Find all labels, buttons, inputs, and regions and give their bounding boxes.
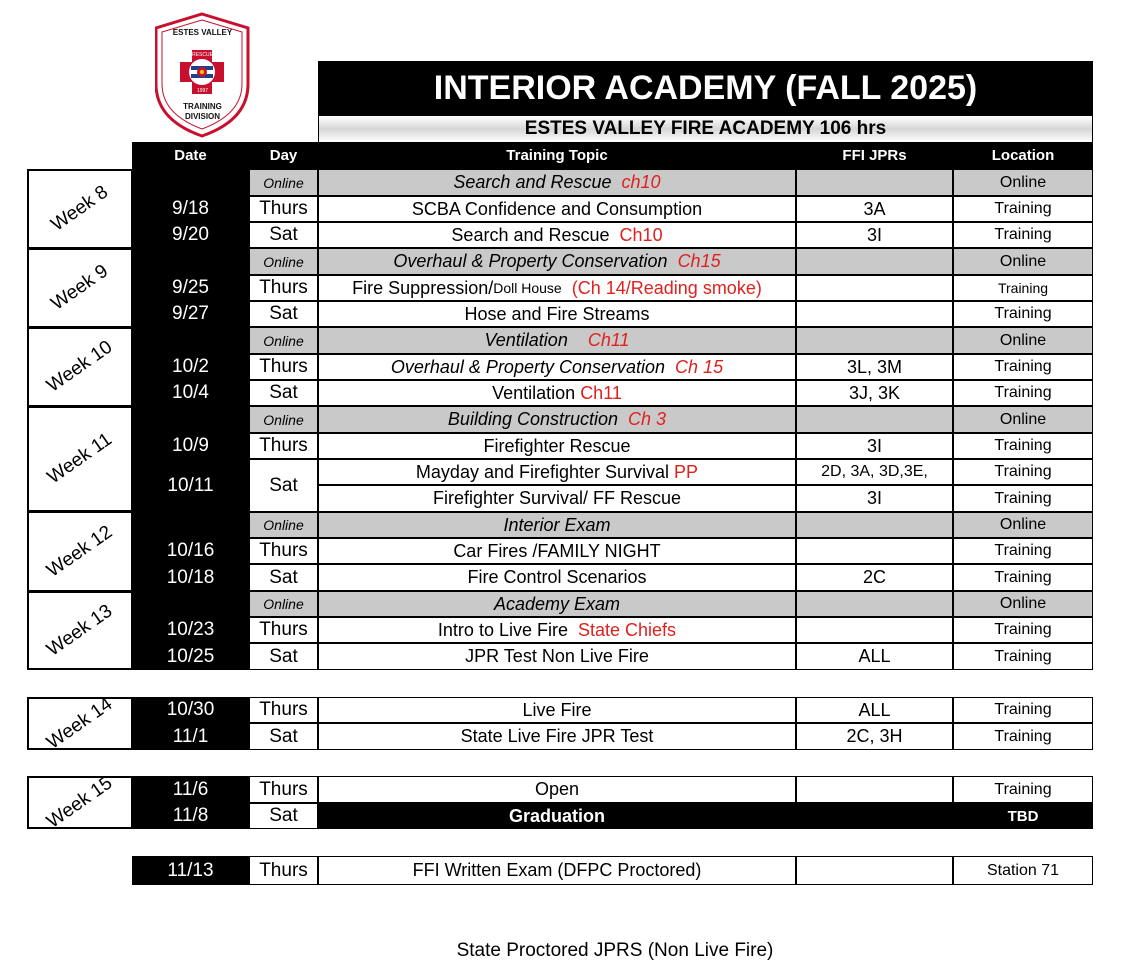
row-11-location: Training (953, 433, 1093, 459)
row-3-topic (318, 222, 796, 248)
row-5-topic (318, 275, 796, 301)
row-19-jprs: ALL (796, 643, 953, 670)
row-18-topic-text: Intro to Live Fire (437, 619, 568, 640)
week-11-label: Week 11 (43, 428, 116, 489)
row-9-location: Training (953, 380, 1093, 406)
week-14-label-box (27, 693, 133, 754)
row-11-day: Thurs (249, 433, 318, 459)
row-15-date: 10/16 (132, 538, 249, 564)
row-12-topic-chapter: PP (674, 461, 699, 482)
logo-top-text: ESTES VALLEY (172, 28, 233, 37)
week-15-label: Week 15 (43, 772, 117, 833)
row-18-day: Thurs (249, 617, 318, 643)
row-20-jprs: ALL (796, 697, 953, 723)
header-date: Date (132, 142, 249, 169)
week-9-label-box (27, 248, 133, 328)
row-13-jprs: 3I (796, 485, 953, 512)
row-4-day: Online (249, 248, 318, 275)
row-22-day: Thurs (249, 776, 318, 803)
row-6-jprs (796, 301, 953, 327)
week-12-label: Week 12 (43, 521, 117, 582)
row-2-day: Thurs (249, 196, 318, 222)
row-14-location: Online (953, 512, 1093, 538)
row-15-day: Thurs (249, 538, 318, 564)
row-8-topic-chapter: Ch 15 (675, 356, 724, 377)
row-7-topic (318, 327, 796, 354)
row-7-location: Online (953, 327, 1093, 354)
week-14-label: Week 14 (43, 693, 117, 754)
row-5-topic-text: Fire Suppression/ (352, 277, 494, 298)
row-19-topic: JPR Test Non Live Fire (318, 643, 796, 670)
row-17-jprs (796, 591, 953, 617)
row-19-day: Sat (249, 643, 318, 670)
row-8-topic-text: Overhaul & Property Conservation (390, 356, 666, 377)
row-24-day: Thurs (249, 856, 318, 885)
week-10-label: Week 10 (43, 336, 117, 397)
row-20-location: Training (953, 697, 1093, 723)
row-6-topic: Hose and Fire Streams (318, 301, 796, 327)
row-4-topic (318, 248, 796, 275)
week-8-label-box (27, 169, 133, 249)
week-12-label-box (27, 511, 133, 592)
row-5-topic-small: Doll House (493, 280, 562, 296)
row-1-topic-chapter: ch10 (621, 172, 661, 192)
row-23-topic: Graduation (318, 803, 953, 829)
row-10-topic-text: Building Construction (447, 409, 619, 429)
header-day: Day (249, 142, 318, 169)
row-9-topic-chapter: Ch11 (580, 382, 622, 403)
row-12-topic-text: Mayday and Firefighter Survival (415, 461, 670, 482)
week-15-label-box (27, 772, 133, 833)
row-1-topic (318, 169, 796, 196)
row-1-topic-text: Search and Rescue (453, 172, 612, 192)
row-12-date: 10/11 (132, 459, 249, 512)
row-2-date: 9/18 (132, 196, 249, 222)
week-8-label: Week 8 (47, 181, 112, 236)
row-9-topic-text: Ventilation (492, 382, 576, 403)
row-11-topic: Firefighter Rescue (318, 433, 796, 459)
row-1-location: Online (953, 169, 1093, 196)
row-8-date: 10/2 (132, 354, 249, 380)
row-4-topic-text: Overhaul & Property Conservation (393, 251, 668, 271)
row-18-date: 10/23 (132, 617, 249, 643)
row-6-location: Training (953, 301, 1093, 327)
row-15-topic: Car Fires /FAMILY NIGHT (318, 538, 796, 564)
row-7-topic-chapter: Ch11 (587, 330, 630, 350)
row-22-jprs (796, 776, 953, 803)
logo-bottom-text (155, 102, 250, 122)
row-24-jprs (796, 856, 953, 885)
row-5-day: Thurs (249, 275, 318, 301)
row-20-date: 10/30 (132, 697, 249, 723)
row-2-jprs: 3A (796, 196, 953, 222)
row-17-day: Online (249, 591, 318, 617)
row-22-topic: Open (318, 776, 796, 803)
week-10-label-box (27, 327, 133, 407)
row-8-jprs: 3L, 3M (796, 354, 953, 380)
row-13-topic: Firefighter Survival/ FF Rescue (318, 485, 796, 512)
row-23-day: Sat (249, 803, 318, 829)
row-24-location: Station 71 (953, 856, 1093, 885)
row-5-location: Training (953, 275, 1093, 301)
row-21-topic: State Live Fire JPR Test (318, 723, 796, 750)
row-15-jprs (796, 538, 953, 564)
page-title: INTERIOR ACADEMY (FALL 2025) (318, 61, 1093, 116)
row-6-day: Sat (249, 301, 318, 327)
row-5-topic-chapter: (Ch 14/Reading smoke) (571, 277, 762, 298)
row-18-topic (318, 617, 796, 643)
row-2-location: Training (953, 196, 1093, 222)
row-12-location: Training (953, 459, 1093, 485)
row-5-date: 9/25 (132, 275, 249, 301)
header-jprs: FFI JPRs (796, 142, 953, 169)
header-location: Location (953, 142, 1093, 169)
row-9-jprs: 3J, 3K (796, 380, 953, 406)
row-16-date: 10/18 (132, 564, 249, 591)
row-11-jprs: 3I (796, 433, 953, 459)
row-1-day: Online (249, 169, 318, 196)
row-7-jprs (796, 327, 953, 354)
row-15-location: Training (953, 538, 1093, 564)
logo-bottom-line1: TRAINING (183, 102, 222, 111)
row-14-day: Online (249, 512, 318, 538)
row-8-day: Thurs (249, 354, 318, 380)
row-20-day: Thurs (249, 697, 318, 723)
row-24-topic: FFI Written Exam (DFPC Proctored) (318, 856, 796, 885)
row-10-location: Online (953, 406, 1093, 433)
row-5-jprs (796, 275, 953, 301)
row-10-topic-chapter: Ch 3 (628, 409, 667, 429)
row-10-jprs (796, 406, 953, 433)
logo-rescue-text: RESCUE (192, 52, 213, 58)
row-14-topic: Interior Exam (318, 512, 796, 538)
row-12-jprs: 2D, 3A, 3D,3E, (796, 459, 953, 485)
row-22-location: Training (953, 776, 1093, 803)
logo-year-text: 1997 (196, 88, 209, 94)
row-20-topic: Live Fire (318, 697, 796, 723)
row-16-location: Training (953, 564, 1093, 591)
row-13-location: Training (953, 485, 1093, 512)
row-2-topic: SCBA Confidence and Consumption (318, 196, 796, 222)
row-16-topic: Fire Control Scenarios (318, 564, 796, 591)
row-12-topic (318, 459, 796, 485)
row-3-date: 9/20 (132, 222, 249, 248)
logo (155, 12, 250, 138)
row-18-topic-chapter: State Chiefs (578, 619, 677, 640)
row-16-jprs: 2C (796, 564, 953, 591)
row-19-date: 10/25 (132, 643, 249, 670)
row-19-location: Training (953, 643, 1093, 670)
row-1-jprs (796, 169, 953, 196)
footer-note: State Proctored JPRS (Non Live Fire) (456, 940, 774, 961)
row-24-date: 11/13 (132, 856, 249, 885)
row-9-day: Sat (249, 380, 318, 406)
row-17-location: Online (953, 591, 1093, 617)
row-8-location: Training (953, 354, 1093, 380)
row-22-date: 11/6 (132, 776, 249, 803)
row-4-location: Online (953, 248, 1093, 275)
week-13-label: Week 13 (43, 600, 117, 661)
row-4-topic-chapter: Ch15 (677, 251, 721, 271)
row-14-jprs (796, 512, 953, 538)
row-10-day: Online (249, 406, 318, 433)
row-21-location: Training (953, 723, 1093, 750)
row-9-date: 10/4 (132, 380, 249, 406)
row-17-topic: Academy Exam (318, 591, 796, 617)
row-9-topic (318, 380, 796, 406)
week-9-label: Week 9 (47, 260, 112, 315)
row-3-location: Training (953, 222, 1093, 248)
logo-fire-text: FIRE (178, 52, 190, 58)
row-18-jprs (796, 617, 953, 643)
row-12-day: Sat (249, 459, 318, 512)
logo-bottom-line2: DIVISION (184, 112, 221, 121)
row-7-day: Online (249, 327, 318, 354)
row-23-location: TBD (953, 803, 1093, 829)
row-21-jprs: 2C, 3H (796, 723, 953, 750)
row-4-jprs (796, 248, 953, 275)
row-11-date: 10/9 (132, 433, 249, 459)
week-13-label-box (27, 591, 133, 670)
row-3-day: Sat (249, 222, 318, 248)
row-8-topic (318, 354, 796, 380)
row-6-date: 9/27 (132, 301, 249, 327)
row-3-topic-chapter: Ch10 (619, 224, 663, 245)
row-7-topic-text: Ventilation (484, 330, 568, 350)
header-topic: Training Topic (318, 142, 796, 169)
week-11-label-box (27, 406, 133, 512)
row-3-jprs: 3I (796, 222, 953, 248)
row-21-day: Sat (249, 723, 318, 750)
row-18-location: Training (953, 617, 1093, 643)
row-16-day: Sat (249, 564, 318, 591)
row-10-topic (318, 406, 796, 433)
row-23-date: 11/8 (132, 803, 249, 829)
row-21-date: 11/1 (132, 723, 249, 750)
row-3-topic-text: Search and Rescue (451, 224, 610, 245)
page-subtitle: ESTES VALLEY FIRE ACADEMY 106 hrs (318, 116, 1093, 142)
